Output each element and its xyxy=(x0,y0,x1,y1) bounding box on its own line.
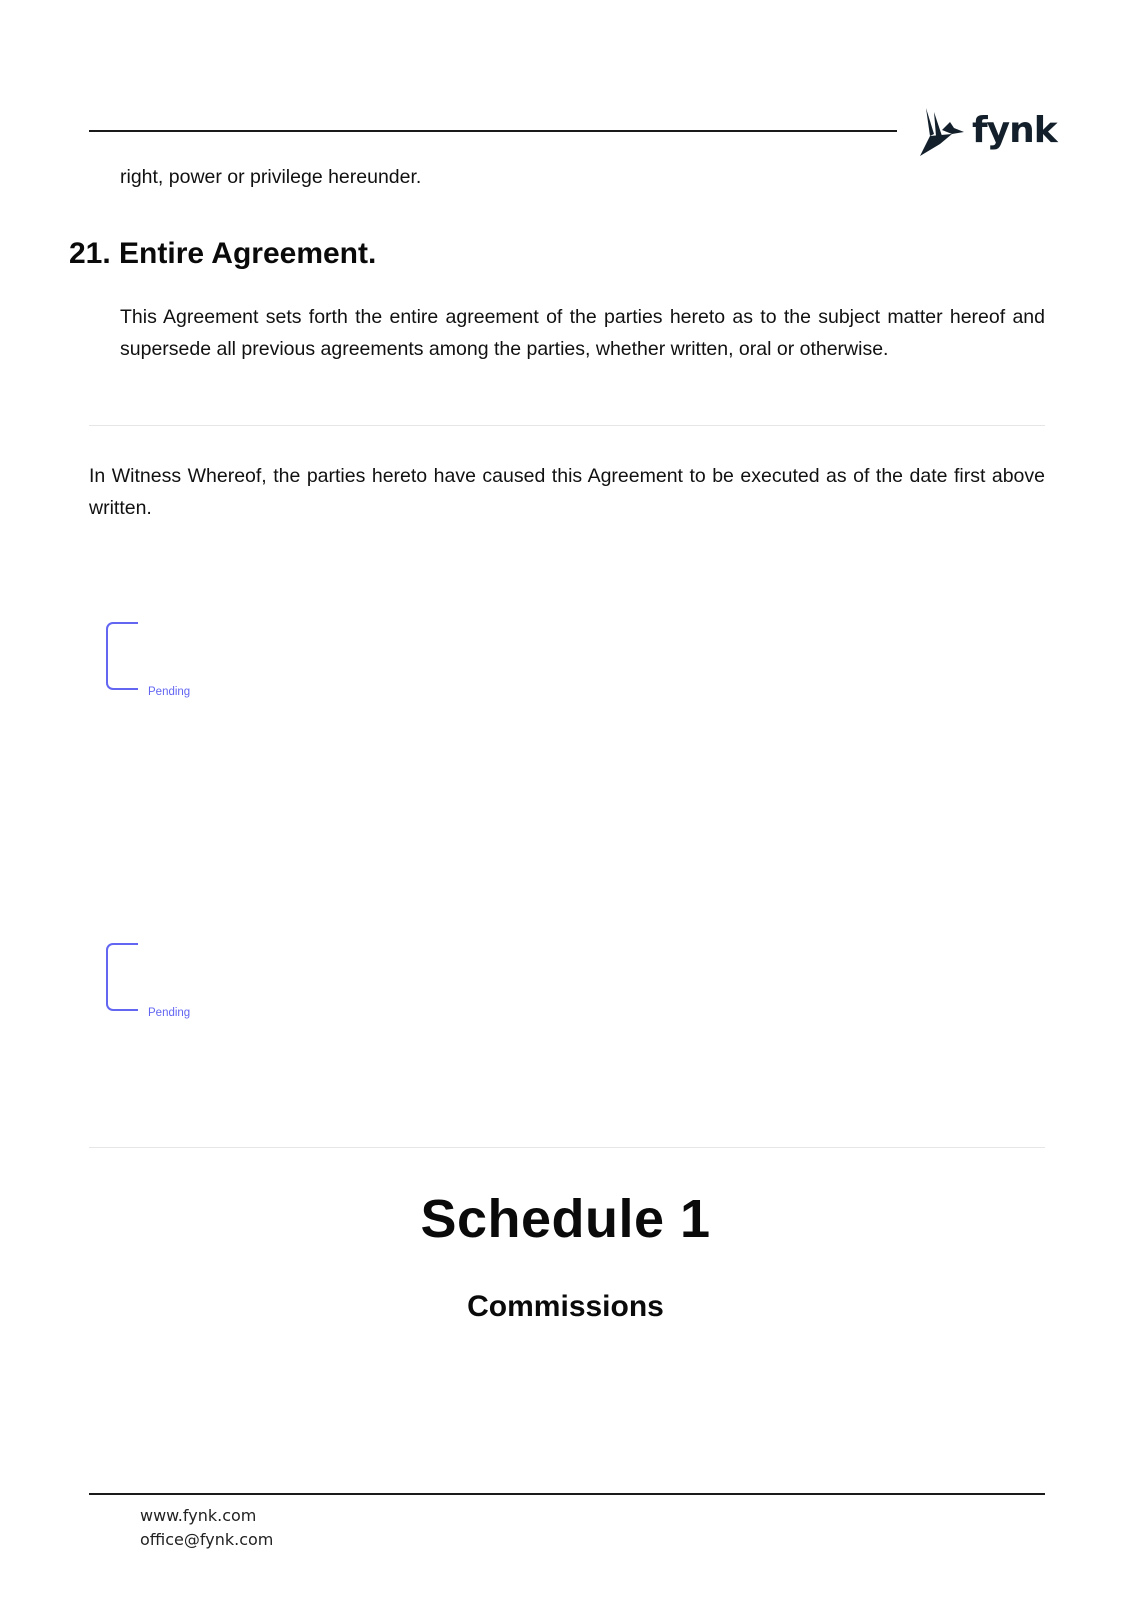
signature-status: Pending xyxy=(148,1007,191,1019)
schedule-title: Schedule 1 xyxy=(420,1189,711,1249)
continuation-text: right, power or privilege hereunder. xyxy=(120,166,422,188)
section-divider xyxy=(89,425,1045,426)
witness-clause: In Witness Whereof, the parties hereto have caused this Agreement to be executed as of the date first above written. xyxy=(89,465,1045,519)
section-heading: 21. Entire Agreement. xyxy=(69,237,377,270)
header-rule xyxy=(89,130,897,132)
schedule-divider xyxy=(89,1147,1045,1148)
footer-email-link[interactable]: office@fynk.com xyxy=(140,1530,274,1549)
logo-text: fynk xyxy=(972,109,1057,151)
schedule-subtitle: Commissions xyxy=(467,1290,664,1323)
signature-status: Pending xyxy=(148,686,191,698)
bird-icon xyxy=(920,106,968,158)
section-body: This Agreement sets forth the entire agreement of the parties hereto as to the subject matter hereof and supersede all previous agreements among the parties, whether written, oral or otherwise. xyxy=(120,306,1045,360)
signature-field-2[interactable] xyxy=(106,943,226,1023)
signature-bracket xyxy=(106,943,138,1011)
signature-bracket xyxy=(106,622,138,690)
fynk-logo xyxy=(920,104,1057,160)
footer-website-link[interactable]: www.fynk.com xyxy=(140,1506,257,1525)
signature-field-1[interactable] xyxy=(106,622,226,702)
footer-rule xyxy=(89,1493,1045,1495)
